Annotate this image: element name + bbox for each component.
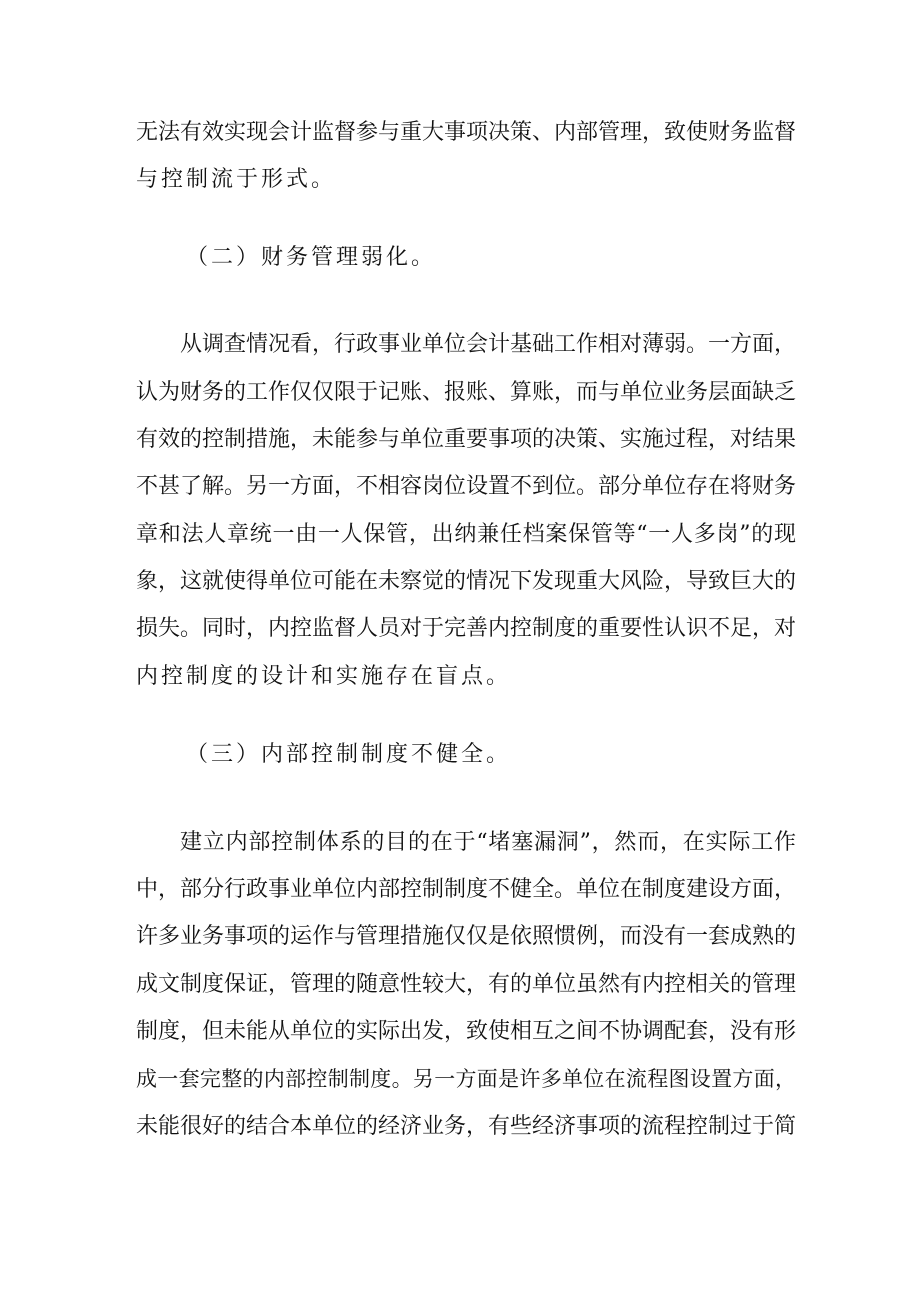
paragraph-2-line-2: 认为财务的工作仅仅限于记账、报账、算账，而与单位业务层面缺乏	[136, 380, 797, 405]
paragraph-2-line-8: 内控制度的设计和实施存在盲点。	[136, 664, 512, 689]
section-heading-2: （二）财务管理弱化。	[186, 245, 437, 270]
paragraph-3-line-5: 制度，但未能从单位的实际出发，致使相互之间不协调配套，没有形	[136, 1019, 797, 1044]
paragraph-3-line-6: 成一套完整的内部控制制度。另一方面是许多单位在流程图设置方面，	[136, 1067, 796, 1091]
paragraph-3-line-3: 许多业务事项的运作与管理措施仅仅是依照惯例，而没有一套成熟的	[136, 924, 797, 949]
section-heading-3: （三）内部控制制度不健全。	[186, 742, 512, 767]
paragraph-2-line-4: 不甚了解。另一方面，不相容岗位设置不到位。部分单位存在将财务	[136, 474, 797, 499]
paragraph-3-line-2: 中，部分行政事业单位内部控制制度不健全。单位在制度建设方面，	[136, 877, 797, 902]
paragraph-2-line-6: 象，这就使得单位可能在未察觉的情况下发现重大风险，导致巨大的	[136, 569, 797, 594]
paragraph-2-line-5: 章和法人章统一由一人保管，出纳兼任档案保管等“一人多岗”的现	[136, 522, 796, 547]
paragraph-3-line-1: 建立内部控制体系的目的在于“堵塞漏洞”，然而，在实际工作	[180, 830, 796, 855]
paragraph-2-line-1: 从调查情况看，行政事业单位会计基础工作相对薄弱。一方面，	[180, 332, 797, 357]
paragraph-2-line-7: 损失。同时，内控监督人员对于完善内控制度的重要性认识不足，对	[136, 616, 797, 641]
paragraph-1-line-2: 与控制流于形式。	[136, 167, 337, 192]
paragraph-1-line-1: 无法有效实现会计监督参与重大事项决策、内部管理，致使财务监督	[136, 120, 797, 145]
paragraph-3-line-4: 成文制度保证，管理的随意性较大，有的单位虽然有内控相关的管理	[136, 972, 797, 997]
paragraph-3-line-7: 未能很好的结合本单位的经济业务，有些经济事项的流程控制过于简	[136, 1114, 797, 1139]
paragraph-2-line-3: 有效的控制措施，未能参与单位重要事项的决策、实施过程，对结果	[136, 427, 797, 452]
